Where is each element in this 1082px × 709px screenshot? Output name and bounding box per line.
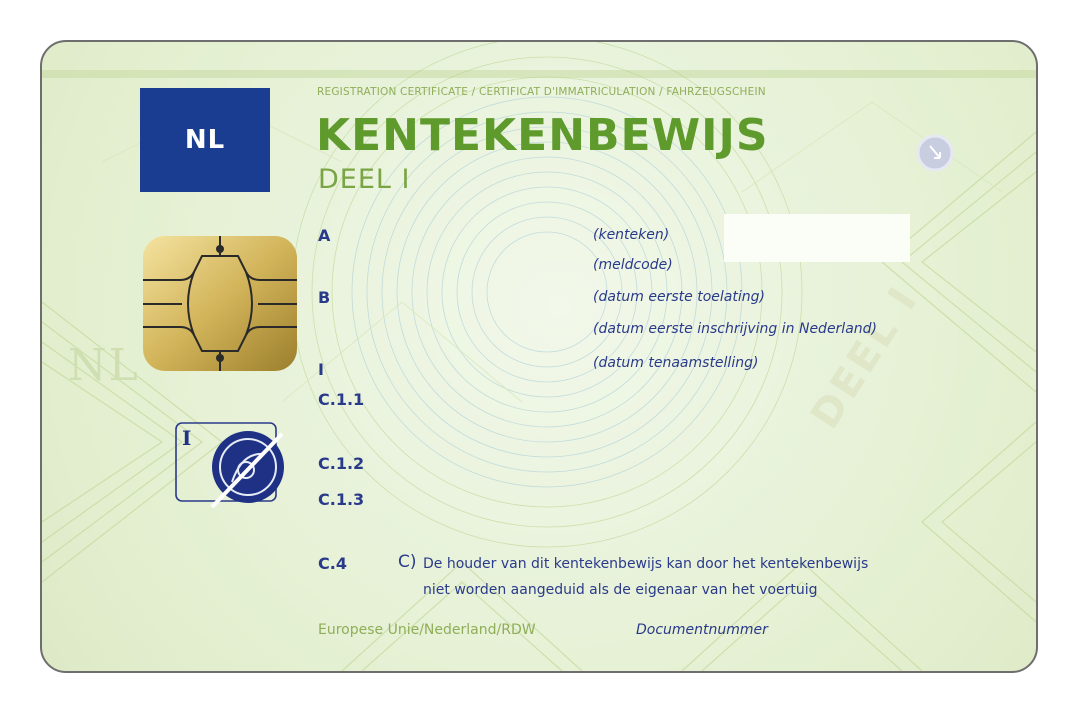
issuer-text: Europese Unie/Nederland/RDW [318, 622, 536, 638]
field-code-i: I [318, 360, 324, 379]
watermark-nl: NL [68, 340, 140, 391]
field-label-kenteken: (kenteken) [593, 227, 670, 243]
registration-card [40, 40, 1038, 673]
field-label-first-admission: (datum eerste toelating) [593, 289, 765, 305]
country-code: NL [184, 125, 226, 155]
field-label-first-registration-nl: (datum eerste inschrijving in Nederland) [593, 321, 877, 337]
watermark-deel: DEEL I [802, 277, 928, 438]
license-plate-field [724, 214, 910, 262]
field-code-c11: C.1.1 [318, 390, 365, 409]
smart-chip-icon [143, 236, 297, 371]
certificate-header: REGISTRATION CERTIFICATE / CERTIFICAT D'IMMATRICULATION / FAHRZEUGSCHEIN [317, 86, 766, 98]
note-line-1: De houder van dit kentekenbewijs kan door het kentekenbewijs [423, 556, 869, 572]
field-label-meldcode: (meldcode) [593, 257, 673, 273]
field-code-b: B [318, 288, 331, 307]
field-code-a: A [318, 226, 331, 245]
note-marker: C) [398, 552, 417, 572]
symbol-letter: I [182, 426, 192, 450]
field-code-c12: C.1.2 [318, 454, 365, 473]
document-title: KENTEKENBEWIJS [316, 110, 769, 161]
note-line-2: niet worden aangeduid als de eigenaar van het voertuig [423, 582, 818, 598]
field-code-c13: C.1.3 [318, 490, 365, 509]
field-label-registration-date: (datum tenaamstelling) [593, 355, 759, 371]
document-number-label: Documentnummer [636, 622, 768, 638]
field-code-c4: C.4 [318, 554, 347, 573]
eu-flag [140, 88, 270, 192]
document-subtitle: DEEL I [318, 164, 411, 195]
